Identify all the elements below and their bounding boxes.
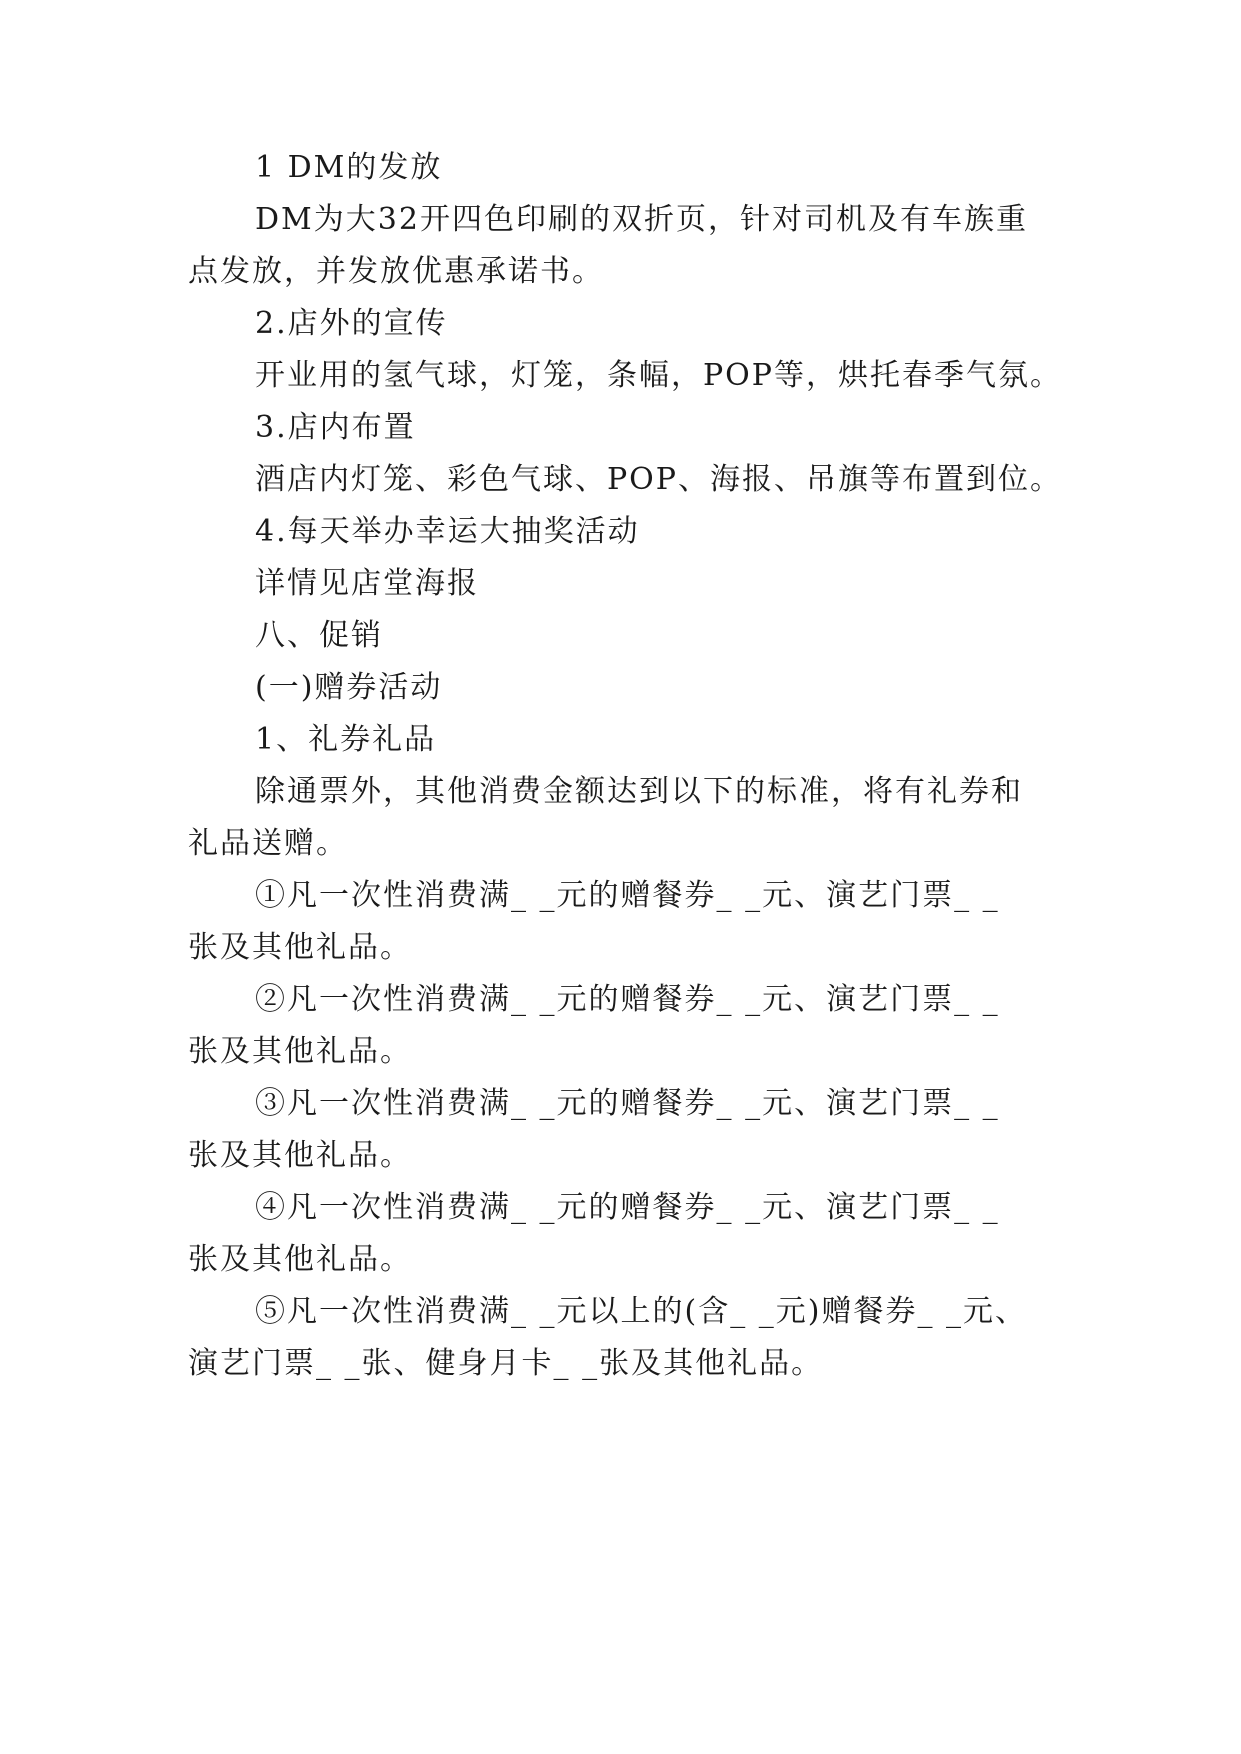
list-item-4-continued: 张及其他礼品。 xyxy=(188,1242,412,1277)
list-item-5: ⑤凡一次性消费满_ _元以上的(含_ _元)赠餐券_ _元、 xyxy=(255,1294,1028,1329)
list-item-5-continued: 演艺门票_ _张、健身月卡_ _张及其他礼品。 xyxy=(188,1346,824,1381)
paragraph-line: 酒店内灯笼、彩色气球、POP、海报、吊旗等布置到位。 xyxy=(255,462,1062,497)
list-item-2: ②凡一次性消费满_ _元的赠餐券_ _元、演艺门票_ _ xyxy=(255,982,1000,1017)
list-item-3: ③凡一次性消费满_ _元的赠餐券_ _元、演艺门票_ _ xyxy=(255,1086,1000,1121)
paragraph-line: DM为大32开四色印刷的双折页，针对司机及有车族重 xyxy=(255,202,1028,237)
paragraph-line: 礼品送赠。 xyxy=(188,826,348,861)
heading-indoor-setup: 3.店内布置 xyxy=(255,410,416,445)
heading-vouchers-gifts: 1、礼券礼品 xyxy=(255,722,437,757)
paragraph-line: 除通票外，其他消费金额达到以下的标准，将有礼券和 xyxy=(255,774,1023,809)
list-item-3-continued: 张及其他礼品。 xyxy=(188,1138,412,1173)
subsection-heading-coupon: (一)赠券活动 xyxy=(255,670,443,705)
paragraph-line: 详情见店堂海报 xyxy=(255,566,479,601)
list-item-2-continued: 张及其他礼品。 xyxy=(188,1034,412,1069)
heading-lucky-draw: 4.每天举办幸运大抽奖活动 xyxy=(255,514,640,549)
section-heading-promotion: 八、促销 xyxy=(255,618,383,653)
list-item-4: ④凡一次性消费满_ _元的赠餐券_ _元、演艺门票_ _ xyxy=(255,1190,1000,1225)
heading-dm-distribution: 1 DM的发放 xyxy=(255,150,443,185)
heading-outdoor-promotion: 2.店外的宣传 xyxy=(255,306,448,341)
paragraph-line: 开业用的氢气球，灯笼，条幅，POP等，烘托春季气氛。 xyxy=(255,358,1062,393)
list-item-1: ①凡一次性消费满_ _元的赠餐券_ _元、演艺门票_ _ xyxy=(255,878,1000,913)
list-item-1-continued: 张及其他礼品。 xyxy=(188,930,412,965)
paragraph-line: 点发放，并发放优惠承诺书。 xyxy=(188,254,604,289)
